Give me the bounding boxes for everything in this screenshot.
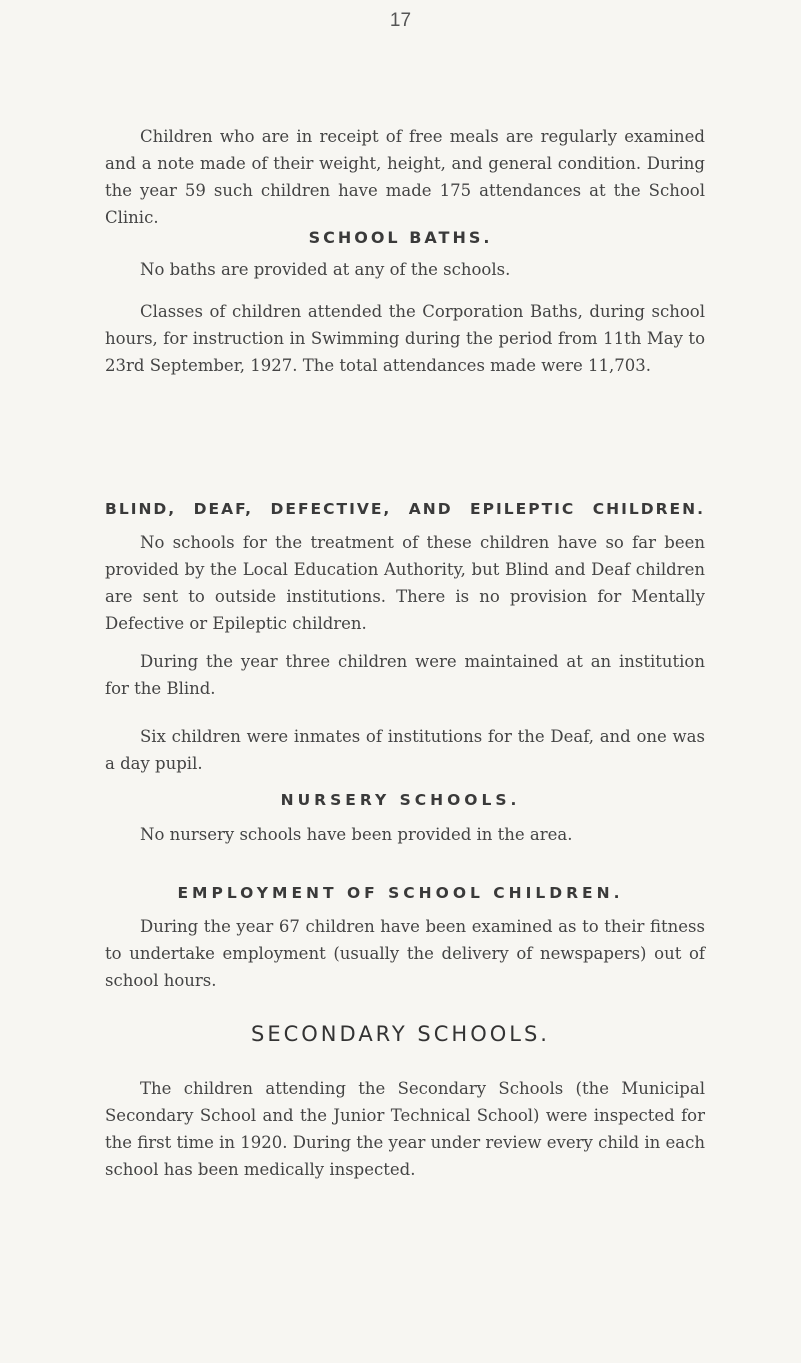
secondary-schools-heading: SECONDARY SCHOOLS. bbox=[251, 1022, 550, 1046]
school-baths-paragraph-1: No baths are provided at any of the schools. bbox=[140, 260, 511, 279]
employment-heading: EMPLOYMENT OF SCHOOL CHILDREN. bbox=[177, 884, 624, 902]
nursery-schools-paragraph: No nursery schools have been provided in the area. bbox=[140, 825, 573, 844]
page-number: 17 bbox=[389, 10, 412, 31]
intro-paragraph: Children who are in receipt of free meals are regularly examined and a note made of their weight, height, and general condition. During the year 59 such children have made 175 attendances at the School Clinic. bbox=[105, 127, 705, 227]
blind-deaf-paragraph-3: Six children were inmates of institutions for the Deaf, and one was a day pupil. bbox=[105, 727, 705, 773]
secondary-schools-paragraph: The children attending the Secondary Schools (the Municipal Secondary School and the Junior Technical School) were inspected for the first time in 1920. During the year under review every child in each school has been medically inspected. bbox=[105, 1079, 705, 1179]
school-baths-heading: SCHOOL BATHS. bbox=[308, 228, 493, 247]
blind-deaf-paragraph-2: During the year three children were maintained at an institution for the Blind. bbox=[105, 652, 705, 698]
school-baths-paragraph-2: Classes of children attended the Corporation Baths, during school hours, for instruction in Swimming during the period from 11th May to 23rd September, 1927. The total attendances made were 11,703. bbox=[105, 302, 705, 375]
employment-paragraph: During the year 67 children have been examined as to their fitness to undertake employment (usually the delivery of newspapers) out of school hours. bbox=[105, 917, 705, 990]
blind-deaf-paragraph-1: No schools for the treatment of these children have so far been provided by the Local Education Authority, but Blind and Deaf children are sent to outside institutions. There is no provision for Mentally Defective or Epileptic children. bbox=[105, 533, 705, 633]
blind-deaf-heading: BLIND, DEAF, DEFECTIVE, AND EPILEPTIC CHILDREN. bbox=[105, 500, 705, 518]
nursery-schools-heading: NURSERY SCHOOLS. bbox=[280, 791, 521, 809]
